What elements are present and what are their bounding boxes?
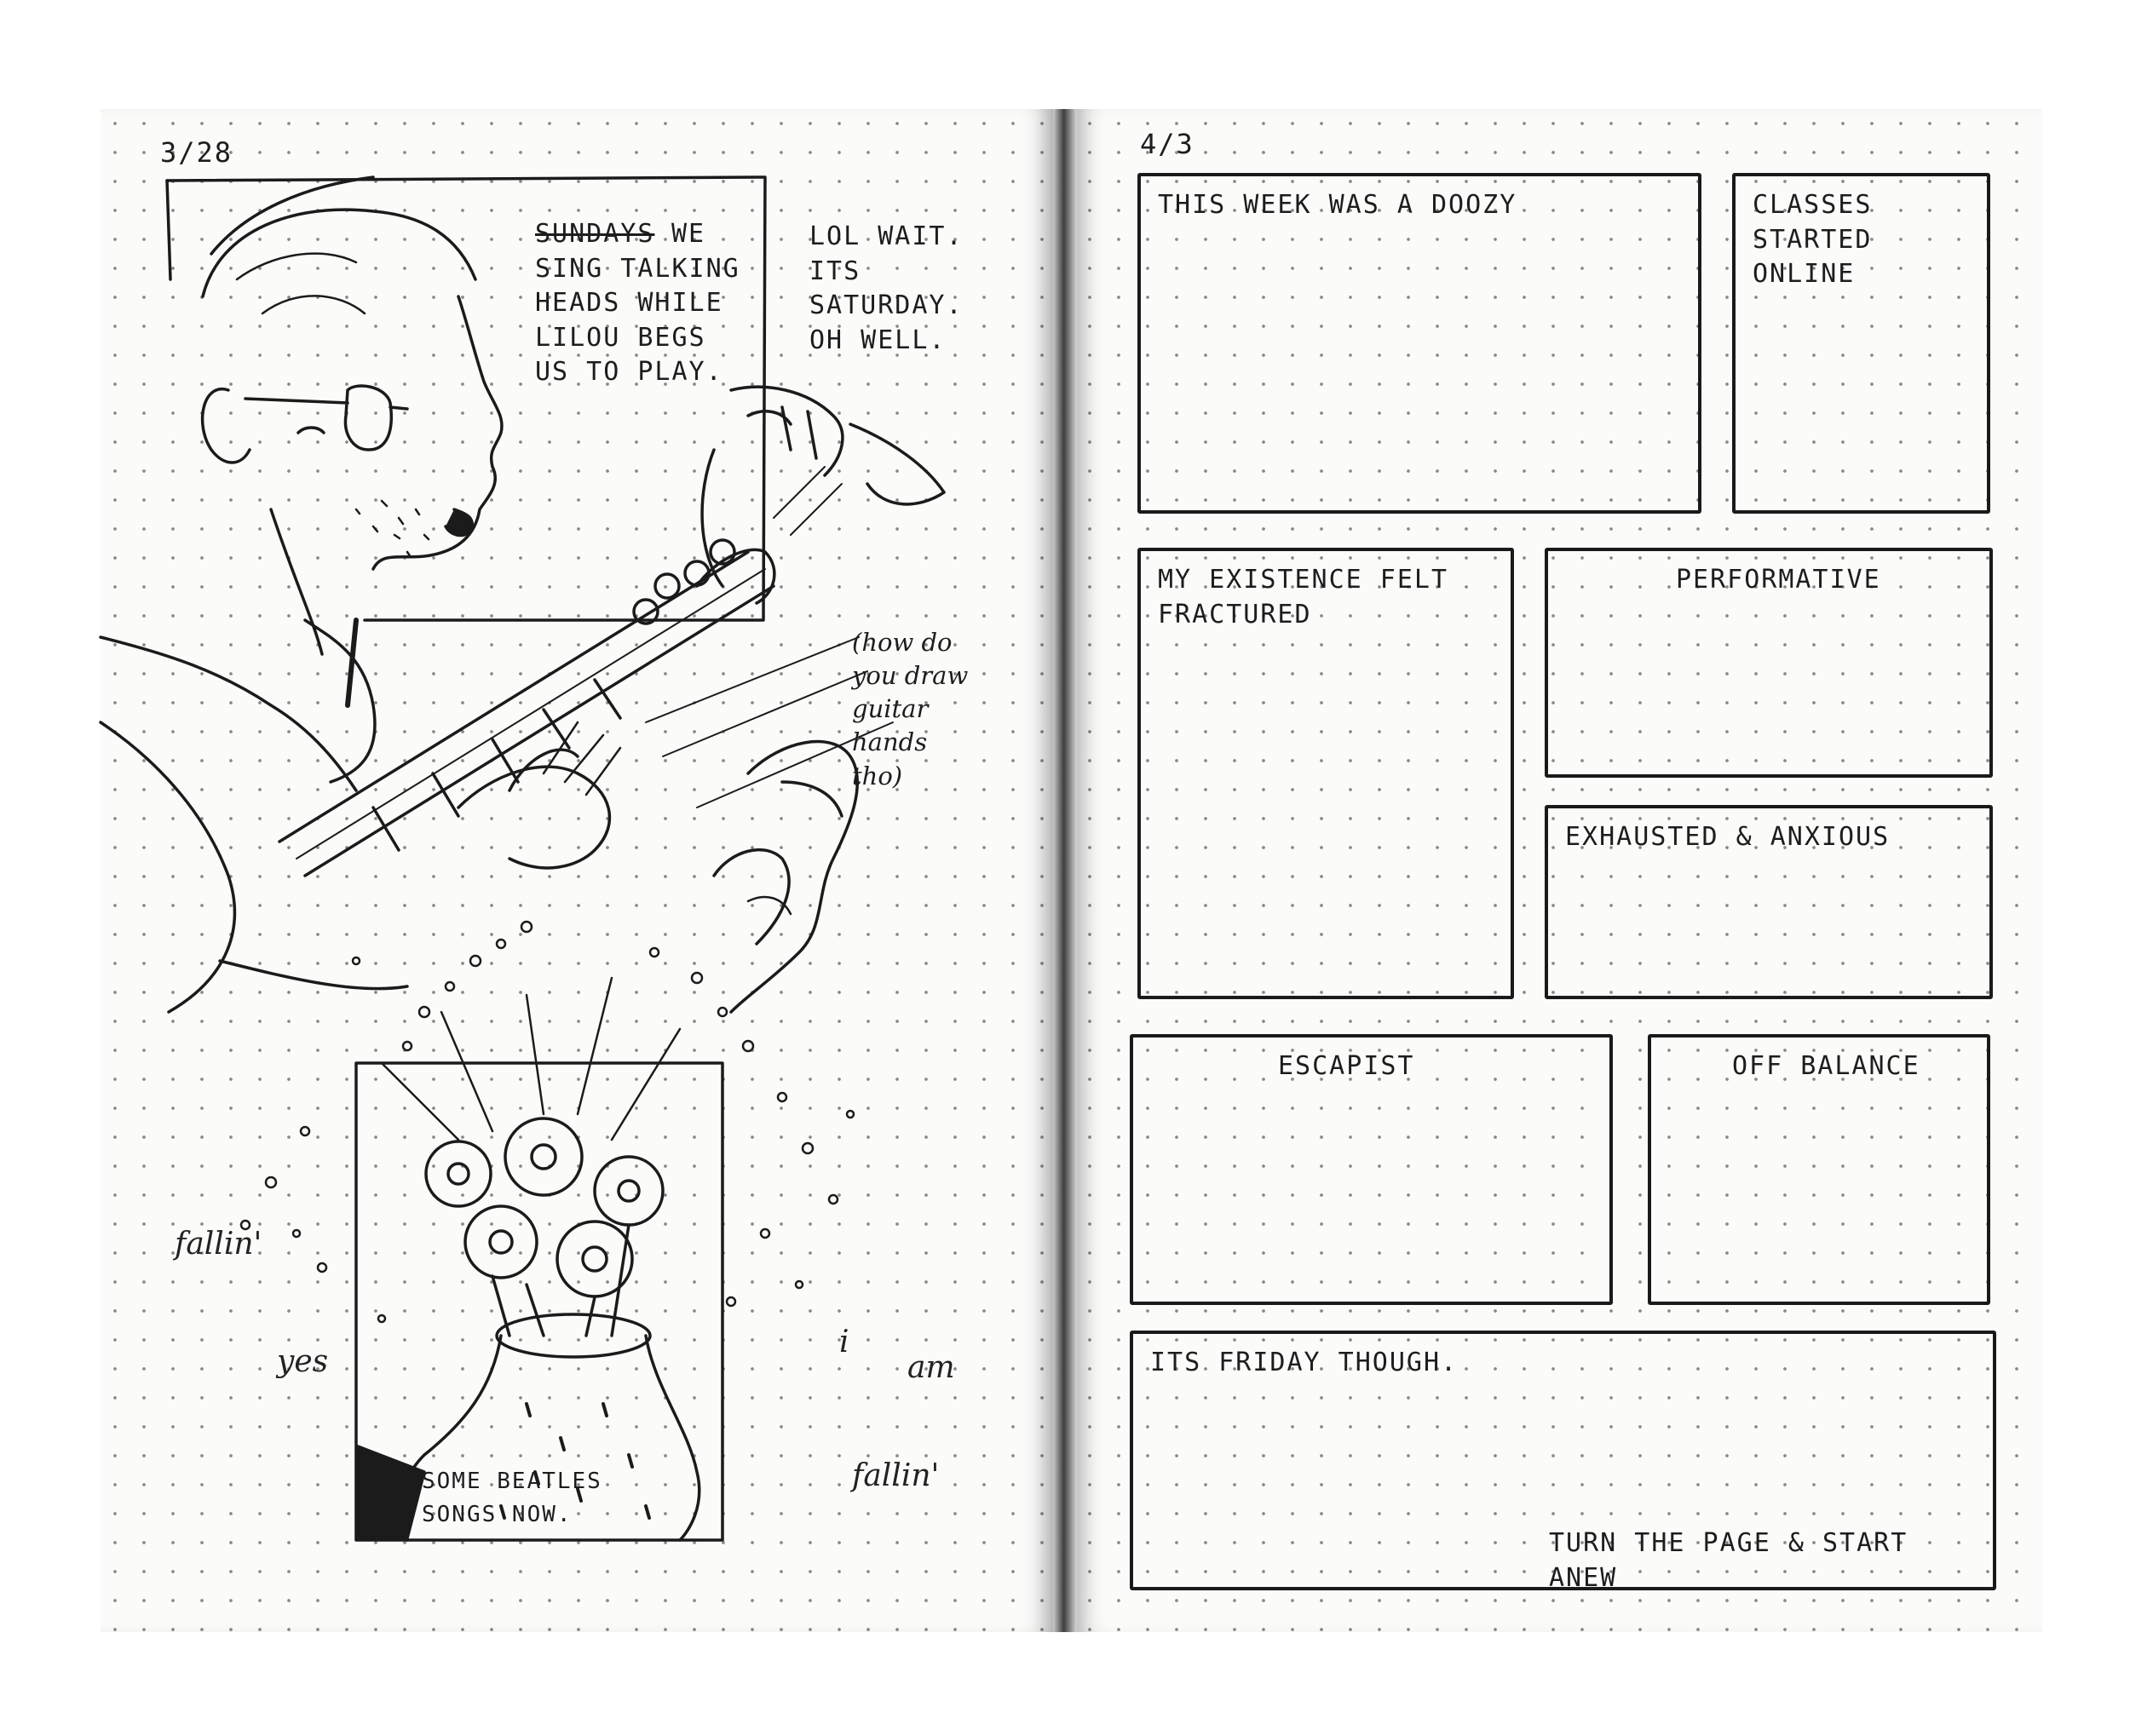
lyric-am: am [907, 1350, 955, 1385]
lyric-i: i [839, 1325, 849, 1359]
left-page-date: 3/28 [160, 136, 233, 169]
flower-box-caption: SOME BEATLES SONGS NOW. [422, 1469, 602, 1527]
panel-escapist-text: ESCAPIST [1278, 1051, 1415, 1081]
panel-performative [1545, 548, 1993, 778]
book-gutter [1053, 109, 1077, 1632]
lyric-fallin-left: fallin' [175, 1227, 262, 1262]
panel-week-doozy [1137, 173, 1701, 514]
panel-exhausted-anxious [1545, 805, 1993, 999]
glasses [245, 386, 407, 450]
panel-off-balance-text: OFF BALANCE [1732, 1051, 1920, 1081]
panel-friday [1130, 1331, 1996, 1593]
panel-friday-footer: TURN THE PAGE & START ANEW [1549, 1528, 1908, 1593]
caption-main-text: WE SING TALKING HEADS WHILE LILOU BEGS US TO PLAY. [535, 219, 740, 387]
caption-aside-text: LOL WAIT. ITS SATURDAY. OH WELL. [809, 221, 964, 355]
panel-existence-fractured [1137, 548, 1514, 999]
petal-spray [241, 922, 854, 1322]
panel-exhausted-anxious-text: EXHAUSTED & ANXIOUS [1565, 822, 1891, 852]
panel-performative-text: PERFORMATIVE [1676, 565, 1881, 595]
guitar-neck [279, 552, 774, 876]
lyric-fallin-right: fallin' [852, 1458, 940, 1493]
panel-week-doozy-text: THIS WEEK WAS A DOOZY [1158, 190, 1517, 220]
guitar-hands-note: (how do you draw guitar hands tho) [852, 628, 969, 790]
fretting-hand [458, 767, 609, 868]
panel-escapist [1130, 1034, 1613, 1305]
flower-bouquet [382, 978, 680, 1336]
panel-off-balance [1648, 1034, 1990, 1305]
struck-word-sundays: SUNDAYS [535, 219, 655, 249]
right-page-date: 4/3 [1140, 128, 1195, 160]
panel-classes-online-text: CLASSES STARTED ONLINE [1753, 190, 1873, 289]
panel-classes-online [1732, 173, 1990, 514]
lyric-yes: yes [277, 1344, 329, 1379]
face-profile [373, 296, 502, 569]
panel-friday-text: ITS FRIDAY THOUGH. [1150, 1348, 1459, 1377]
panel-existence-fractured-text: MY EXISTENCE FELT FRACTURED [1158, 565, 1449, 629]
